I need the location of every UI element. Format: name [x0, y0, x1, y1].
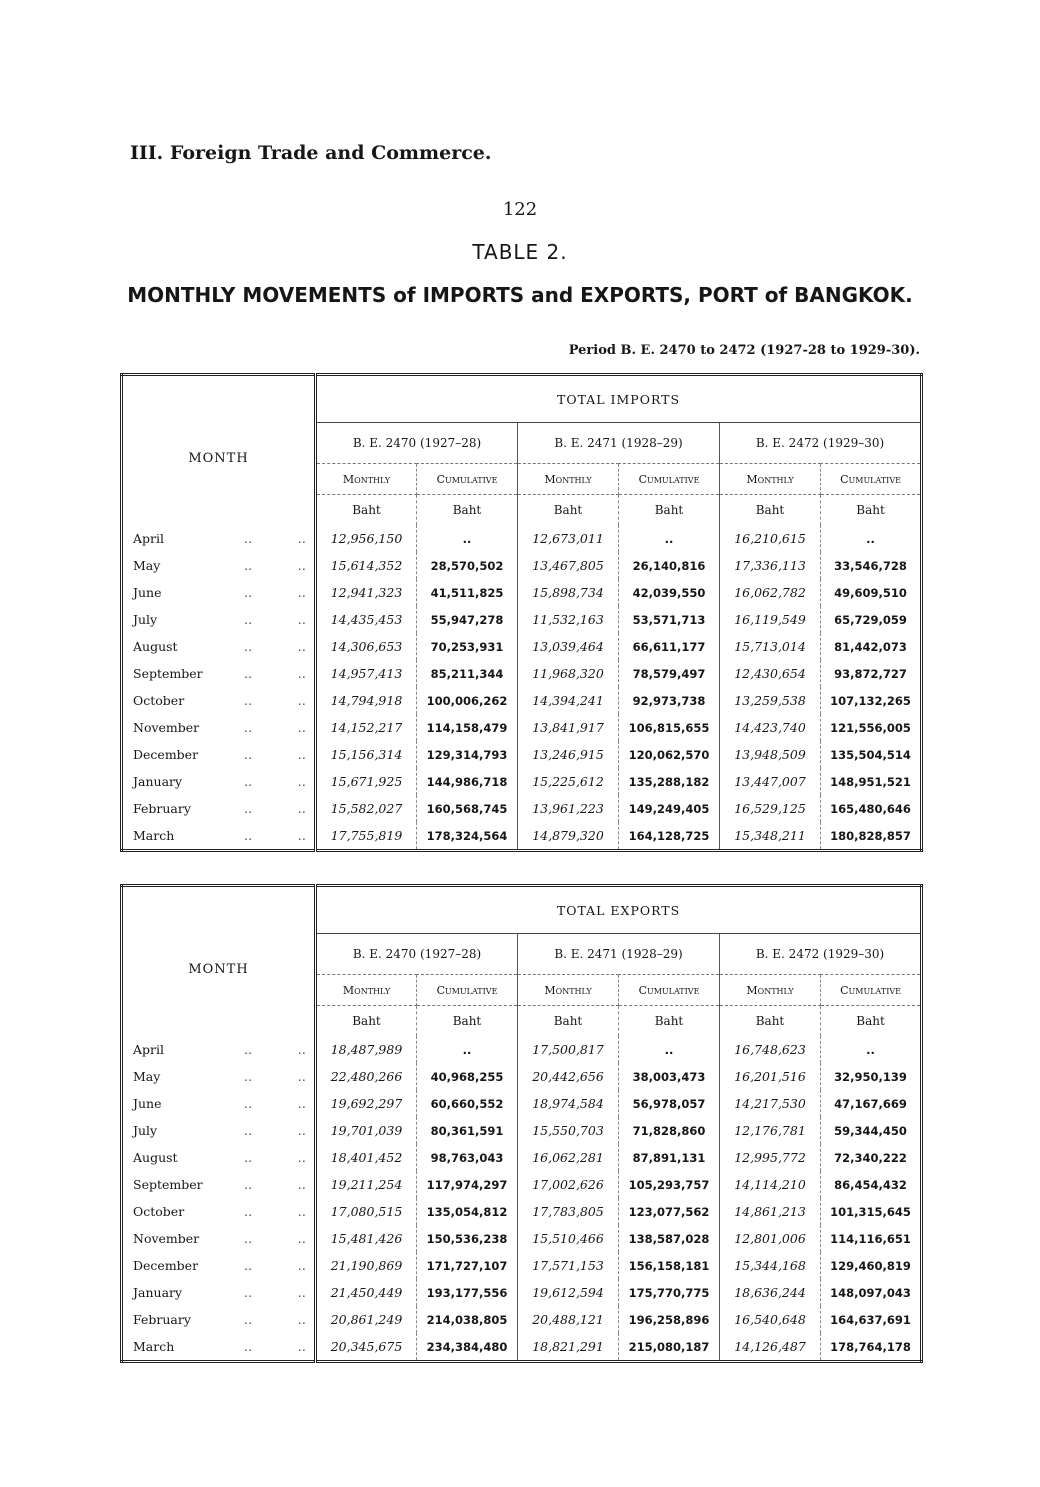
cumulative-cell: 149,249,405 [619, 795, 720, 822]
table-row [122, 660, 922, 687]
leader-dots: ‥ ‥ [243, 1339, 308, 1354]
monthly-cell: 18,487,989 [316, 1036, 417, 1063]
monthly-cell: 21,190,869 [316, 1252, 417, 1279]
unit-label: Baht [856, 1014, 885, 1028]
monthly-cell: 15,898,734 [518, 579, 619, 606]
month-cell [122, 741, 316, 768]
month-cell [122, 1090, 316, 1117]
cumulative-header: Cumulative [417, 975, 518, 1006]
cumulative-cell: .. [866, 531, 875, 546]
monthly-header: Monthly [316, 975, 417, 1006]
monthly-header: Monthly [518, 464, 619, 495]
imports-title: TOTAL IMPORTS [316, 375, 922, 423]
leader-dots: ‥ ‥ [243, 720, 308, 735]
month-label: December [133, 747, 199, 762]
monthly-cell: 17,783,805 [518, 1198, 619, 1225]
leader-dots: ‥ ‥ [243, 1312, 308, 1327]
table-row [122, 741, 922, 768]
month-cell [122, 1036, 316, 1063]
monthly-cell: 15,671,925 [316, 768, 417, 795]
cumulative-cell: 40,968,255 [417, 1063, 518, 1090]
cumulative-cell: 70,253,931 [417, 633, 518, 660]
monthly-cell: 19,211,254 [316, 1171, 417, 1198]
unit-label: Baht [316, 495, 417, 526]
leader-dots: ‥ ‥ [243, 585, 308, 600]
month-cell [122, 1306, 316, 1333]
monthly-cell: 14,152,217 [316, 714, 417, 741]
cumulative-cell: 78,579,497 [619, 660, 720, 687]
period-note: Period B. E. 2470 to 2472 (1927-28 to 1929-30). [568, 343, 920, 358]
table-row [122, 1225, 922, 1252]
month-cell [122, 552, 316, 579]
cumulative-cell: 164,128,725 [619, 822, 720, 851]
monthly-header: Monthly [720, 464, 821, 495]
cumulative-cell: .. [417, 525, 518, 552]
monthly-cell: 18,401,452 [316, 1144, 417, 1171]
month-label: November [133, 720, 200, 735]
leader-dots: ‥ ‥ [243, 774, 308, 789]
month-label: February [133, 801, 191, 816]
monthly-cell: 12,941,323 [316, 579, 417, 606]
monthly-cell: 15,510,466 [518, 1225, 619, 1252]
cumulative-cell: 178,764,178 [830, 1339, 911, 1354]
cumulative-cell: 53,571,713 [619, 606, 720, 633]
month-cell [122, 633, 316, 660]
cumulative-cell: .. [619, 1036, 720, 1063]
cumulative-cell: 148,097,043 [830, 1285, 911, 1300]
cumulative-cell: 114,158,479 [417, 714, 518, 741]
page-title: MONTHLY MOVEMENTS of IMPORTS and EXPORTS, PORT of BANGKOK. [127, 283, 913, 307]
cumulative-cell: 59,344,450 [834, 1123, 907, 1138]
table-row [122, 1198, 922, 1225]
month-cell [122, 1252, 316, 1279]
cumulative-cell: 150,536,238 [417, 1225, 518, 1252]
month-cell [122, 795, 316, 822]
monthly-cell: 15,344,168 [720, 1252, 821, 1279]
cumulative-cell: 49,609,510 [834, 585, 907, 600]
monthly-cell: 17,571,153 [518, 1252, 619, 1279]
month-cell [122, 714, 316, 741]
unit-label: Baht [720, 495, 821, 526]
monthly-cell: 18,636,244 [720, 1279, 821, 1306]
month-cell [122, 822, 316, 851]
month-label: April [133, 1042, 164, 1057]
leader-dots: ‥ ‥ [243, 801, 308, 816]
table-row [122, 552, 922, 579]
cumulative-cell: 138,587,028 [619, 1225, 720, 1252]
monthly-cell: 16,119,549 [720, 606, 821, 633]
cumulative-cell: 32,950,139 [834, 1069, 907, 1084]
monthly-cell: 19,612,594 [518, 1279, 619, 1306]
month-label: May [133, 1069, 161, 1084]
month-label: October [133, 693, 185, 708]
monthly-cell: 16,540,648 [720, 1306, 821, 1333]
cumulative-cell: 26,140,816 [619, 552, 720, 579]
monthly-cell: 14,879,320 [518, 822, 619, 851]
table-row [122, 687, 922, 714]
cumulative-header: Cumulative [619, 464, 720, 495]
unit-label: Baht [518, 495, 619, 526]
month-label: March [133, 828, 175, 843]
unit-label: Baht [518, 1006, 619, 1037]
monthly-cell: 17,002,626 [518, 1171, 619, 1198]
month-cell [122, 1063, 316, 1090]
cumulative-cell: 129,314,793 [417, 741, 518, 768]
leader-dots: ‥ ‥ [243, 1204, 308, 1219]
exports-title: TOTAL EXPORTS [316, 886, 922, 934]
cumulative-cell: 196,258,896 [619, 1306, 720, 1333]
monthly-cell: 20,345,675 [316, 1333, 417, 1362]
cumulative-cell: 66,611,177 [619, 633, 720, 660]
leader-dots: ‥ ‥ [243, 1069, 308, 1084]
month-label: January [133, 774, 183, 789]
cumulative-cell: 234,384,480 [417, 1333, 518, 1362]
monthly-cell: 14,435,453 [316, 606, 417, 633]
cumulative-cell: 101,315,645 [830, 1204, 911, 1219]
table-label: TABLE 2. [472, 240, 568, 264]
cumulative-cell: 135,504,514 [830, 747, 911, 762]
leader-dots: ‥ ‥ [243, 1096, 308, 1111]
monthly-cell: 15,481,426 [316, 1225, 417, 1252]
cumulative-cell: .. [417, 1036, 518, 1063]
cumulative-cell: 121,556,005 [830, 720, 911, 735]
cumulative-cell: 180,828,857 [830, 828, 911, 843]
monthly-cell: 11,532,163 [518, 606, 619, 633]
cumulative-cell: 85,211,344 [417, 660, 518, 687]
month-label: July [133, 1123, 158, 1138]
cumulative-cell: 87,891,131 [619, 1144, 720, 1171]
month-cell [122, 1333, 316, 1362]
leader-dots: ‥ ‥ [243, 747, 308, 762]
monthly-cell: 17,080,515 [316, 1198, 417, 1225]
table-row [122, 1063, 922, 1090]
unit-label: Baht [316, 1006, 417, 1037]
cumulative-cell: 47,167,669 [834, 1096, 907, 1111]
monthly-cell: 11,968,320 [518, 660, 619, 687]
table-row [122, 1171, 922, 1198]
year-header: B. E. 2471 (1928–29) [518, 934, 720, 975]
monthly-cell: 18,974,584 [518, 1090, 619, 1117]
leader-dots: ‥ ‥ [243, 1285, 308, 1300]
cumulative-cell: 72,340,222 [834, 1150, 907, 1165]
unit-label: Baht [619, 1006, 720, 1037]
cumulative-header: Cumulative [821, 464, 922, 495]
month-cell [122, 1144, 316, 1171]
leader-dots: ‥ ‥ [243, 1177, 308, 1192]
monthly-cell: 12,673,011 [518, 525, 619, 552]
cumulative-cell: 93,872,727 [834, 666, 907, 681]
monthly-cell: 13,841,917 [518, 714, 619, 741]
cumulative-cell: 114,116,651 [830, 1231, 911, 1246]
monthly-cell: 15,713,014 [720, 633, 821, 660]
table-row [122, 579, 922, 606]
monthly-cell: 19,692,297 [316, 1090, 417, 1117]
monthly-header: Monthly [720, 975, 821, 1006]
cumulative-header: Cumulative [821, 975, 922, 1006]
monthly-header: Monthly [518, 975, 619, 1006]
monthly-cell: 16,062,281 [518, 1144, 619, 1171]
unit-label: Baht [619, 495, 720, 526]
cumulative-cell: 135,054,812 [417, 1198, 518, 1225]
monthly-cell: 17,336,113 [720, 552, 821, 579]
cumulative-cell: 193,177,556 [417, 1279, 518, 1306]
cumulative-cell: 55,947,278 [417, 606, 518, 633]
cumulative-cell: 41,511,825 [417, 579, 518, 606]
year-header: B. E. 2470 (1927–28) [316, 934, 518, 975]
leader-dots: ‥ ‥ [243, 558, 308, 573]
monthly-cell: 12,995,772 [720, 1144, 821, 1171]
table-row [122, 1306, 922, 1333]
month-header: MONTH [122, 934, 316, 1006]
leader-dots: ‥ ‥ [243, 1231, 308, 1246]
cumulative-cell: 160,568,745 [417, 795, 518, 822]
monthly-cell: 13,961,223 [518, 795, 619, 822]
cumulative-cell: 214,038,805 [417, 1306, 518, 1333]
cumulative-cell: 117,974,297 [417, 1171, 518, 1198]
cumulative-cell: 165,480,646 [830, 801, 911, 816]
cumulative-cell: .. [619, 525, 720, 552]
cumulative-cell: 80,361,591 [417, 1117, 518, 1144]
monthly-cell: 19,701,039 [316, 1117, 417, 1144]
cumulative-header: Cumulative [619, 975, 720, 1006]
cumulative-cell: .. [866, 1042, 875, 1057]
month-cell [122, 579, 316, 606]
year-header: B. E. 2471 (1928–29) [518, 423, 720, 464]
monthly-cell: 20,442,656 [518, 1063, 619, 1090]
cumulative-cell: 28,570,502 [417, 552, 518, 579]
month-cell [122, 1117, 316, 1144]
monthly-cell: 13,467,805 [518, 552, 619, 579]
cumulative-cell: 105,293,757 [619, 1171, 720, 1198]
monthly-cell: 20,488,121 [518, 1306, 619, 1333]
cumulative-cell: 178,324,564 [417, 822, 518, 851]
monthly-cell: 17,500,817 [518, 1036, 619, 1063]
monthly-cell: 14,394,241 [518, 687, 619, 714]
monthly-cell: 12,176,781 [720, 1117, 821, 1144]
exports-table [120, 884, 923, 1363]
leader-dots: ‥ ‥ [243, 828, 308, 843]
cumulative-cell: 171,727,107 [417, 1252, 518, 1279]
monthly-cell: 12,801,006 [720, 1225, 821, 1252]
monthly-cell: 14,861,213 [720, 1198, 821, 1225]
monthly-cell: 20,861,249 [316, 1306, 417, 1333]
cumulative-cell: 144,986,718 [417, 768, 518, 795]
leader-dots: ‥ ‥ [243, 1258, 308, 1273]
monthly-cell: 14,126,487 [720, 1333, 821, 1362]
year-header: B. E. 2472 (1929–30) [720, 934, 922, 975]
monthly-cell: 15,614,352 [316, 552, 417, 579]
cumulative-cell: 38,003,473 [619, 1063, 720, 1090]
monthly-cell: 13,948,509 [720, 741, 821, 768]
monthly-cell: 15,348,211 [720, 822, 821, 851]
month-label: November [133, 1231, 200, 1246]
leader-dots: ‥ ‥ [243, 1150, 308, 1165]
table-row [122, 1279, 922, 1306]
cumulative-cell: 129,460,819 [830, 1258, 911, 1273]
leader-dots: ‥ ‥ [243, 1123, 308, 1138]
unit-label: Baht [856, 503, 885, 517]
cumulative-cell: 98,763,043 [417, 1144, 518, 1171]
table-row [122, 1090, 922, 1117]
monthly-cell: 15,582,027 [316, 795, 417, 822]
cumulative-cell: 56,978,057 [619, 1090, 720, 1117]
month-label: August [133, 639, 178, 654]
cumulative-cell: 60,660,552 [417, 1090, 518, 1117]
monthly-cell: 17,755,819 [316, 822, 417, 851]
monthly-cell: 16,210,615 [720, 525, 821, 552]
month-cell [122, 525, 316, 552]
unit-label: Baht [417, 1006, 518, 1037]
table-row [122, 1144, 922, 1171]
section-heading: III. Foreign Trade and Commerce. [130, 142, 492, 164]
cumulative-header: Cumulative [417, 464, 518, 495]
monthly-cell: 13,447,007 [720, 768, 821, 795]
month-cell [122, 687, 316, 714]
month-label: September [133, 666, 203, 681]
cumulative-cell: 65,729,059 [834, 612, 907, 627]
monthly-cell: 15,225,612 [518, 768, 619, 795]
month-label: October [133, 1204, 185, 1219]
cumulative-cell: 71,828,860 [619, 1117, 720, 1144]
monthly-cell: 14,217,530 [720, 1090, 821, 1117]
table-row [122, 1117, 922, 1144]
month-label: May [133, 558, 161, 573]
month-label: February [133, 1312, 191, 1327]
imports-table [120, 373, 923, 852]
cumulative-cell: 135,288,182 [619, 768, 720, 795]
cumulative-cell: 164,637,691 [830, 1312, 911, 1327]
table-row [122, 714, 922, 741]
cumulative-cell: 123,077,562 [619, 1198, 720, 1225]
leader-dots: ‥ ‥ [243, 612, 308, 627]
monthly-cell: 14,306,653 [316, 633, 417, 660]
monthly-cell: 13,259,538 [720, 687, 821, 714]
cumulative-cell: 120,062,570 [619, 741, 720, 768]
table-row [122, 525, 922, 552]
cumulative-cell: 106,815,655 [619, 714, 720, 741]
month-cell [122, 768, 316, 795]
cumulative-cell: 81,442,073 [834, 639, 907, 654]
monthly-cell: 14,114,210 [720, 1171, 821, 1198]
month-label: June [133, 585, 162, 600]
month-label: June [133, 1096, 162, 1111]
leader-dots: ‥ ‥ [243, 531, 308, 546]
cumulative-cell: 156,158,181 [619, 1252, 720, 1279]
table-row [122, 1333, 922, 1362]
month-label: January [133, 1285, 183, 1300]
month-label: September [133, 1177, 203, 1192]
page-number: 122 [502, 199, 538, 220]
year-header: B. E. 2472 (1929–30) [720, 423, 922, 464]
month-cell [122, 1279, 316, 1306]
month-cell [122, 1198, 316, 1225]
monthly-cell: 14,794,918 [316, 687, 417, 714]
cumulative-cell: 42,039,550 [619, 579, 720, 606]
cumulative-cell: 215,080,187 [619, 1333, 720, 1362]
monthly-cell: 21,450,449 [316, 1279, 417, 1306]
monthly-cell: 14,957,413 [316, 660, 417, 687]
unit-label: Baht [720, 1006, 821, 1037]
cumulative-cell: 175,770,775 [619, 1279, 720, 1306]
leader-dots: ‥ ‥ [243, 693, 308, 708]
monthly-cell: 16,062,782 [720, 579, 821, 606]
monthly-cell: 12,430,654 [720, 660, 821, 687]
monthly-cell: 14,423,740 [720, 714, 821, 741]
monthly-cell: 13,039,464 [518, 633, 619, 660]
leader-dots: ‥ ‥ [243, 639, 308, 654]
monthly-header: Monthly [316, 464, 417, 495]
table-row [122, 768, 922, 795]
cumulative-cell: 86,454,432 [834, 1177, 907, 1192]
monthly-cell: 22,480,266 [316, 1063, 417, 1090]
monthly-cell: 18,821,291 [518, 1333, 619, 1362]
unit-label: Baht [417, 495, 518, 526]
cumulative-cell: 92,973,738 [619, 687, 720, 714]
month-cell [122, 1171, 316, 1198]
cumulative-cell: 107,132,265 [830, 693, 911, 708]
monthly-cell: 12,956,150 [316, 525, 417, 552]
table-row [122, 822, 922, 851]
month-label: March [133, 1339, 175, 1354]
month-label: December [133, 1258, 199, 1273]
month-header: MONTH [122, 423, 316, 495]
month-label: July [133, 612, 158, 627]
cumulative-cell: 100,006,262 [417, 687, 518, 714]
table-row [122, 633, 922, 660]
table-row [122, 1036, 922, 1063]
monthly-cell: 16,201,516 [720, 1063, 821, 1090]
month-label: April [133, 531, 164, 546]
table-row [122, 1252, 922, 1279]
monthly-cell: 15,156,314 [316, 741, 417, 768]
month-cell [122, 660, 316, 687]
year-header: B. E. 2470 (1927–28) [316, 423, 518, 464]
leader-dots: ‥ ‥ [243, 1042, 308, 1057]
cumulative-cell: 148,951,521 [830, 774, 911, 789]
leader-dots: ‥ ‥ [243, 666, 308, 681]
month-label: August [133, 1150, 178, 1165]
monthly-cell: 15,550,703 [518, 1117, 619, 1144]
cumulative-cell: 33,546,728 [834, 558, 907, 573]
table-row [122, 795, 922, 822]
monthly-cell: 16,529,125 [720, 795, 821, 822]
table-row [122, 606, 922, 633]
monthly-cell: 16,748,623 [720, 1036, 821, 1063]
month-cell [122, 1225, 316, 1252]
month-cell [122, 606, 316, 633]
monthly-cell: 13,246,915 [518, 741, 619, 768]
